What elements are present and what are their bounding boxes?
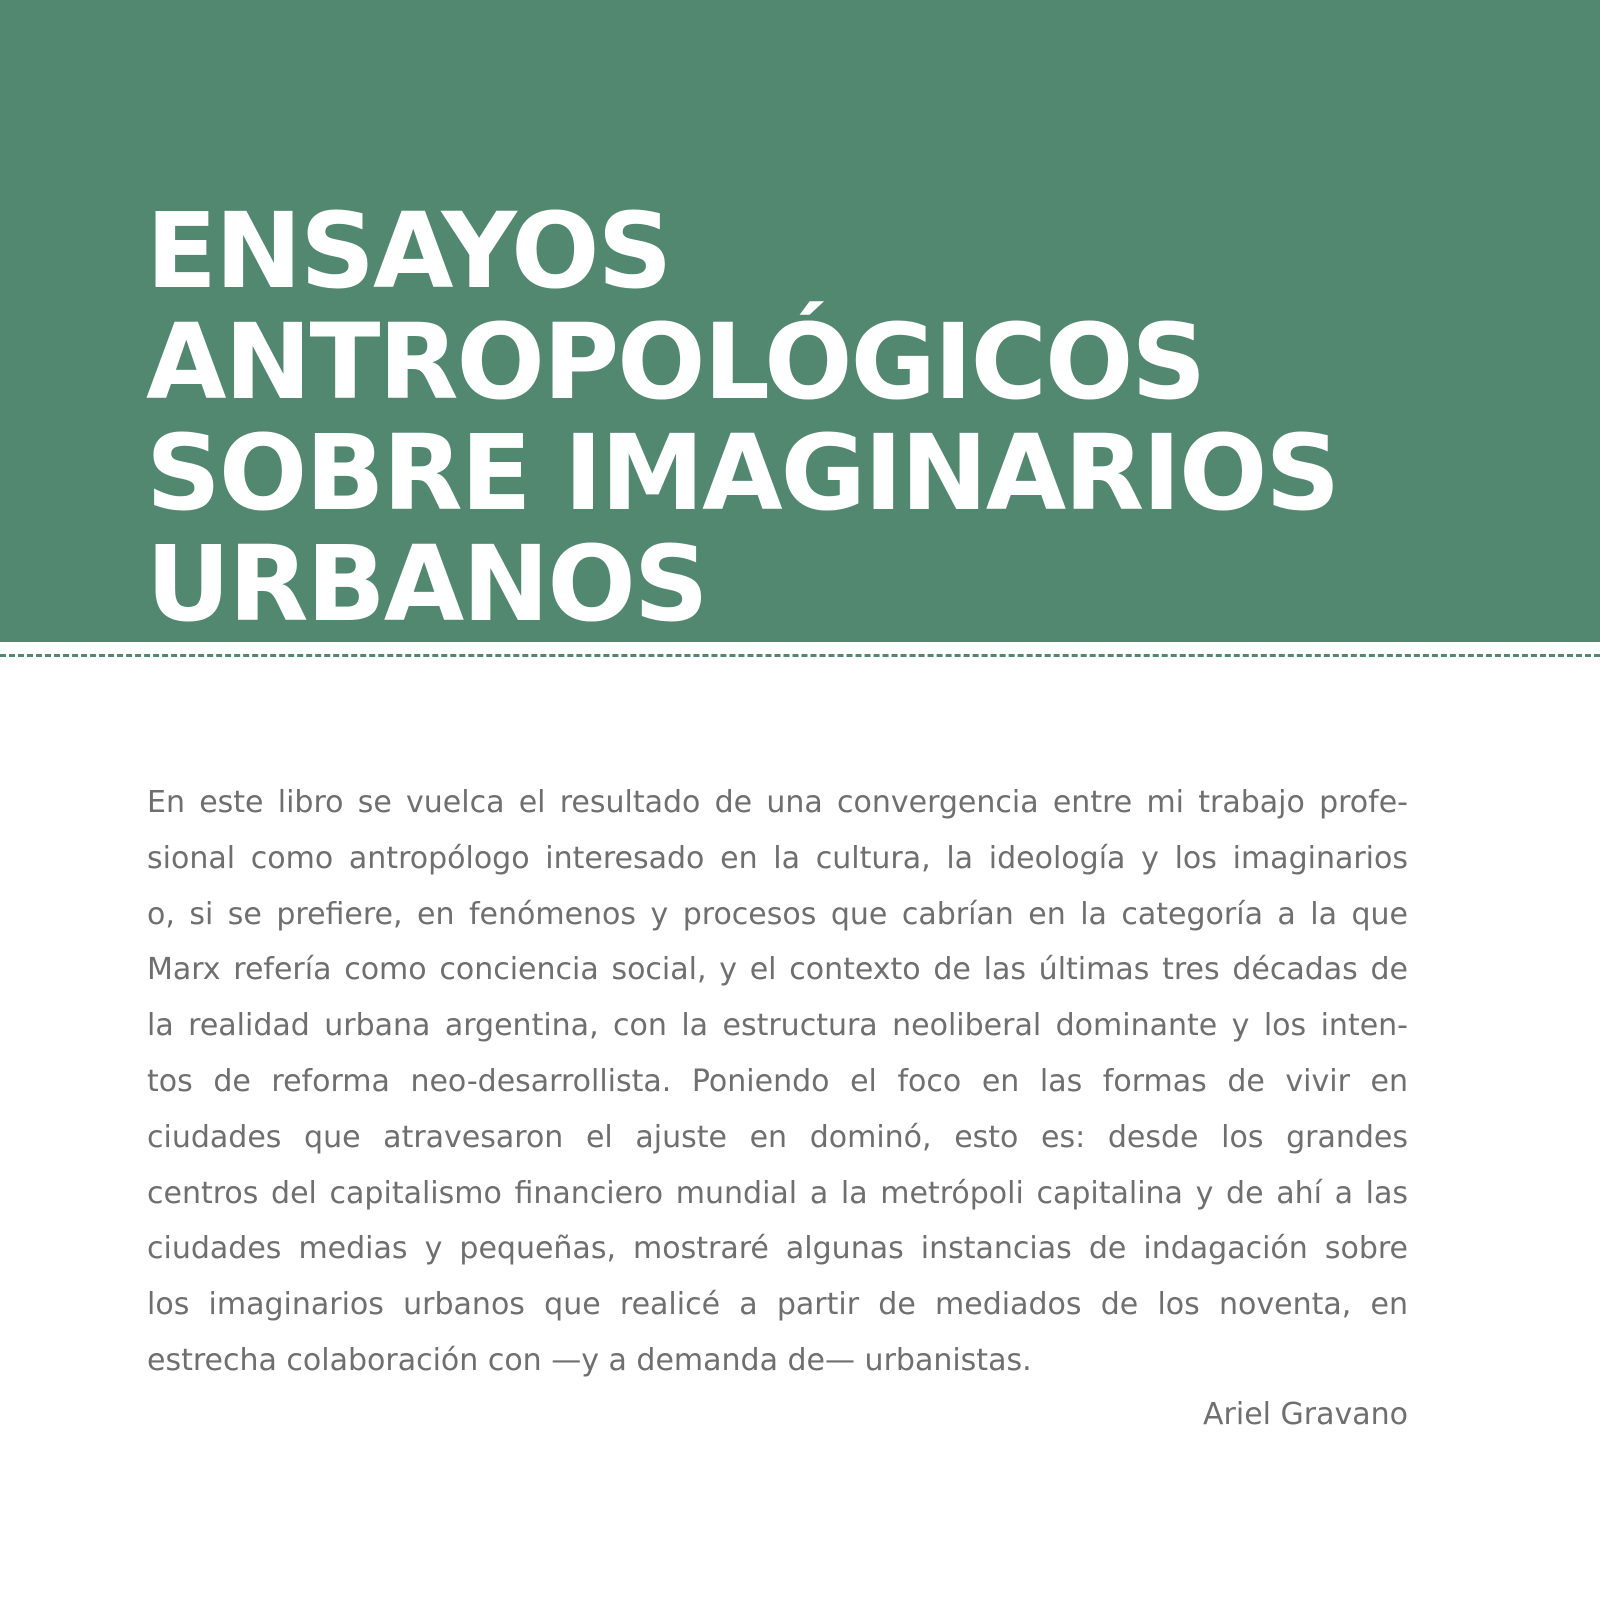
dashed-divider xyxy=(0,654,1600,657)
book-title-line: URBANOS xyxy=(146,523,707,645)
book-blurb xyxy=(147,775,1408,1389)
book-title-line: ENSAYOS xyxy=(146,190,671,312)
blurb-line: o, si se prefiere, en fenómenos y procesos que cabrían en la categoría a la que xyxy=(147,896,1408,932)
cover-header-band xyxy=(0,0,1600,645)
blurb-line: ciudades que atravesaron el ajuste en dominó, esto es: desde los grandes xyxy=(147,1119,1408,1155)
book-title-line: SOBRE IMAGINARIOS xyxy=(146,412,1339,534)
book-title xyxy=(146,190,1339,645)
blurb-line: ciudades medias y pequeñas, mostraré algunas instancias de indagación sobre xyxy=(147,1231,1408,1267)
blurb-line: estrecha colaboración con —y a demanda de— urbanistas. xyxy=(147,1342,1032,1378)
blurb-line: tos de reforma neo-desarrollista. Poniendo el foco en las formas de vivir en xyxy=(147,1063,1408,1099)
author-name: Ariel Gravano xyxy=(1203,1397,1408,1432)
book-title-line: ANTROPOLÓGICOS xyxy=(146,301,1205,423)
blurb-line: En este libro se vuelca el resultado de una convergencia entre mi trabajo profe- xyxy=(147,785,1408,820)
blurb-line: la realidad urbana argentina, con la estructura neoliberal dominante y los inten- xyxy=(147,1008,1408,1044)
blurb-line: los imaginarios urbanos que realicé a partir de mediados de los noventa, en xyxy=(147,1287,1408,1323)
blurb-line: centros del capitalismo financiero mundial a la metrópoli capitalina y de ahí a las xyxy=(147,1175,1408,1211)
blurb-line: sional como antropólogo interesado en la cultura, la ideología y los imaginarios xyxy=(147,840,1408,876)
blurb-line: Marx refería como conciencia social, y el contexto de las últimas tres décadas de xyxy=(147,952,1408,988)
